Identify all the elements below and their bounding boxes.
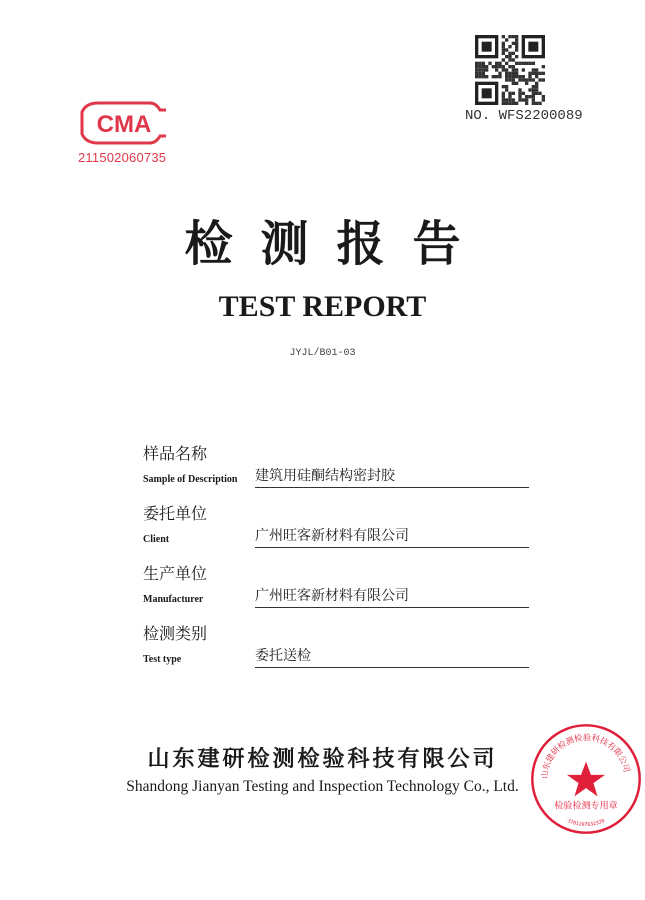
field-sample: [143, 444, 533, 494]
company-name-chinese: 山东建研检测检验科技有限公司: [147, 746, 498, 772]
field-label-cn: 委托单位: [143, 504, 208, 523]
field-value: 委托送检: [255, 648, 529, 668]
field-label-en: Sample of Description: [143, 474, 238, 485]
official-seal: [529, 722, 643, 836]
field-manufacturer: [143, 564, 533, 614]
title-chinese: 检测报告: [184, 216, 489, 272]
field-value: 建筑用硅酮结构密封胶: [255, 468, 529, 488]
title-english: TEST REPORT: [218, 290, 427, 323]
field-value: 广州旺客新材料有限公司: [255, 528, 529, 548]
company-name-english: Shandong Jianyan Testing and Inspection Technology Co., Ltd.: [126, 778, 519, 795]
field-label-cn: 生产单位: [143, 564, 208, 583]
cma-logo-text: CMA: [96, 111, 152, 138]
report-number: NO. WFS2200089: [465, 108, 583, 124]
field-label-cn: 样品名称: [143, 444, 208, 463]
field-label-en: Test type: [143, 654, 182, 665]
cma-number: 211502060735: [78, 150, 167, 165]
field-value: 广州旺客新材料有限公司: [255, 588, 529, 608]
cma-logo: [78, 100, 170, 146]
qr-code[interactable]: [475, 35, 545, 105]
field-label-cn: 检测类别: [143, 624, 208, 643]
star-icon: [567, 762, 605, 797]
seal-number: 3701207632328: [566, 818, 606, 829]
field-client: [143, 504, 533, 554]
form-code: JYJL/B01-03: [289, 348, 356, 359]
field-label-en: Client: [143, 534, 170, 545]
field-test-type: [143, 624, 533, 674]
field-label-en: Manufacturer: [143, 594, 204, 605]
svg-text:3701207632328: [566, 818, 605, 828]
seal-ring-text: 山东建研检测检验科技有限公司: [538, 732, 633, 780]
seal-center-text: 检验检测专用章: [554, 801, 618, 812]
